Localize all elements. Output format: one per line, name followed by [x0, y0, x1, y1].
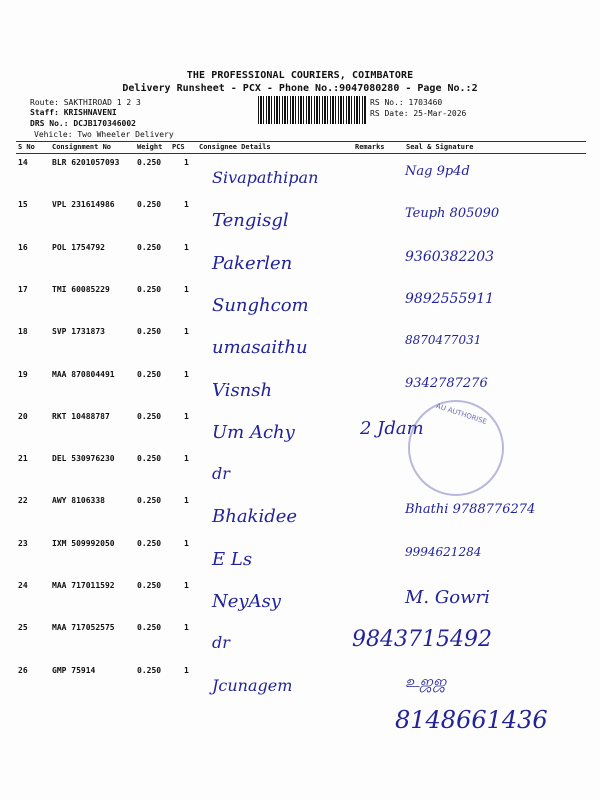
- table-row: [0, 243, 600, 283]
- row-pcs: 1: [184, 496, 189, 506]
- route-label: Route: SAKTHIROAD 1 2 3: [30, 98, 141, 107]
- row-signature-handwritten: 9342787276: [405, 375, 488, 391]
- row-consignee-handwritten: Jcunagem: [212, 675, 293, 695]
- row-sno: 22: [18, 496, 28, 506]
- row-consignment-no: TMI 60085229: [52, 284, 110, 294]
- row-pcs: 1: [184, 623, 189, 633]
- stamp-text: AU AUTHORISE: [435, 402, 488, 426]
- row-consignment-no: IXM 509992050: [52, 538, 115, 548]
- col-sno: S No: [18, 143, 35, 151]
- row-weight: 0.250: [137, 327, 162, 337]
- row-consignment-no: MAA 717052575: [52, 623, 115, 633]
- row-weight: 0.250: [137, 538, 162, 548]
- row-sno: 25: [18, 623, 28, 633]
- row-sno: 19: [18, 369, 28, 379]
- rs-date: RS Date: 25-Mar-2026: [370, 109, 467, 118]
- row-consignment-no: BLR 6201057093: [52, 158, 120, 167]
- row-consignee-handwritten: dr: [212, 464, 230, 484]
- row-pcs: 1: [184, 454, 189, 464]
- row-sno: 23: [18, 538, 28, 548]
- table-row: [0, 370, 600, 410]
- row-consignee-handwritten: dr: [212, 633, 230, 653]
- table-row: [0, 200, 600, 240]
- row-consignment-no: MAA 870804491: [52, 369, 115, 379]
- row-weight: 0.250: [137, 242, 162, 252]
- vehicle-label: Vehicle: Two Wheeler Delivery: [34, 130, 174, 139]
- row-consignee-handwritten: Um Achy: [212, 421, 295, 443]
- row-sno: 24: [18, 581, 28, 590]
- row-consignment-no: POL 1754792: [52, 242, 105, 252]
- row-sno: 20: [18, 411, 28, 421]
- col-consignment: Consignment No: [52, 143, 112, 151]
- row-signature-handwritten: 8870477031: [405, 333, 482, 348]
- row-pcs: 1: [184, 158, 189, 167]
- row-weight: 0.250: [137, 454, 162, 464]
- row-sno: 21: [18, 454, 28, 464]
- row-weight: 0.250: [137, 158, 162, 167]
- row-signature-handwritten: உஜஜ: [405, 671, 447, 691]
- row-consignee-handwritten: NeyAsy: [212, 591, 281, 612]
- table-row: [0, 539, 600, 579]
- row-weight: 0.250: [137, 284, 162, 294]
- row-signature-handwritten: Bhathi 9788776274: [405, 502, 536, 518]
- row-weight: 0.250: [137, 496, 162, 506]
- col-weight: Weight: [137, 143, 163, 151]
- footer-phone-handwritten: 8148661436: [395, 706, 548, 734]
- barcode-image: [258, 96, 366, 124]
- row-consignee-handwritten: Sivapathipan: [212, 168, 319, 187]
- row-pcs: 1: [184, 665, 189, 675]
- row-signature-handwritten: 9994621284: [405, 544, 482, 559]
- header-bottom-rule: [16, 153, 586, 154]
- row-consignee-handwritten: umasaithu: [212, 337, 308, 359]
- row-consignee-handwritten: Sunghcom: [212, 294, 309, 316]
- row-pcs: 1: [184, 538, 189, 548]
- row-consignee-handwritten: Bhakidee: [212, 506, 298, 528]
- table-row: [0, 412, 600, 452]
- row-pcs: 1: [184, 284, 189, 294]
- col-consignee: Consignee Details: [199, 143, 271, 151]
- row-sno: 15: [18, 200, 28, 210]
- col-pcs: PCS: [172, 143, 185, 151]
- row-sno: 18: [18, 327, 28, 337]
- row-weight: 0.250: [137, 665, 162, 675]
- row-sno: 14: [18, 158, 28, 167]
- row-pcs: 1: [184, 200, 189, 210]
- row-pcs: 1: [184, 581, 189, 590]
- row-signature-handwritten: 2 Jdam: [360, 417, 424, 439]
- header-top-rule: [16, 141, 586, 142]
- table-row: [0, 581, 600, 621]
- row-weight: 0.250: [137, 581, 162, 590]
- row-pcs: 1: [184, 242, 189, 252]
- staff-label: Staff: KRISHNAVENI: [30, 108, 117, 117]
- row-sno: 26: [18, 665, 28, 675]
- table-row: [0, 666, 600, 706]
- row-signature-handwritten: M. Gowri: [405, 587, 490, 608]
- table-row: [0, 454, 600, 494]
- row-consignment-no: SVP 1731873: [52, 327, 105, 337]
- row-consignment-no: RKT 10488787: [52, 411, 110, 421]
- row-weight: 0.250: [137, 411, 162, 421]
- row-weight: 0.250: [137, 623, 162, 633]
- row-consignee-handwritten: Tengisgl: [212, 210, 289, 232]
- row-signature-handwritten: 9892555911: [405, 290, 495, 307]
- row-sno: 17: [18, 284, 28, 294]
- drs-number: DRS No.: DCJB170346002: [30, 119, 136, 128]
- row-signature-handwritten: Nag 9p4d: [405, 164, 470, 179]
- row-weight: 0.250: [137, 200, 162, 210]
- row-sno: 16: [18, 242, 28, 252]
- table-row: [0, 623, 600, 663]
- col-seal: Seal & Signature: [406, 143, 474, 151]
- row-pcs: 1: [184, 327, 189, 337]
- row-consignment-no: VPL 231614986: [52, 200, 115, 210]
- row-signature-handwritten: 9843715492: [352, 627, 492, 653]
- row-consignment-no: MAA 717011592: [52, 581, 115, 590]
- runsheet-title: Delivery Runsheet - PCX - Phone No.:9047080280 - Page No.:2: [122, 83, 478, 94]
- row-consignment-no: GMP 75914: [52, 665, 96, 675]
- row-consignee-handwritten: Pakerlen: [212, 252, 293, 274]
- col-remarks: Remarks: [355, 143, 385, 151]
- row-pcs: 1: [184, 411, 189, 421]
- company-name: THE PROFESSIONAL COURIERS, COIMBATORE: [186, 70, 414, 81]
- row-weight: 0.250: [137, 369, 162, 379]
- row-consignment-no: AWY 8106338: [52, 496, 105, 506]
- row-signature-handwritten: 9360382203: [405, 248, 495, 265]
- rs-number: RS No.: 1703460: [370, 98, 443, 107]
- row-consignee-handwritten: E Ls: [212, 548, 253, 570]
- row-consignment-no: DEL 530976230: [52, 454, 115, 464]
- row-pcs: 1: [184, 369, 189, 379]
- row-consignee-handwritten: Visnsh: [212, 379, 273, 401]
- row-signature-handwritten: Teuph 805090: [405, 206, 500, 222]
